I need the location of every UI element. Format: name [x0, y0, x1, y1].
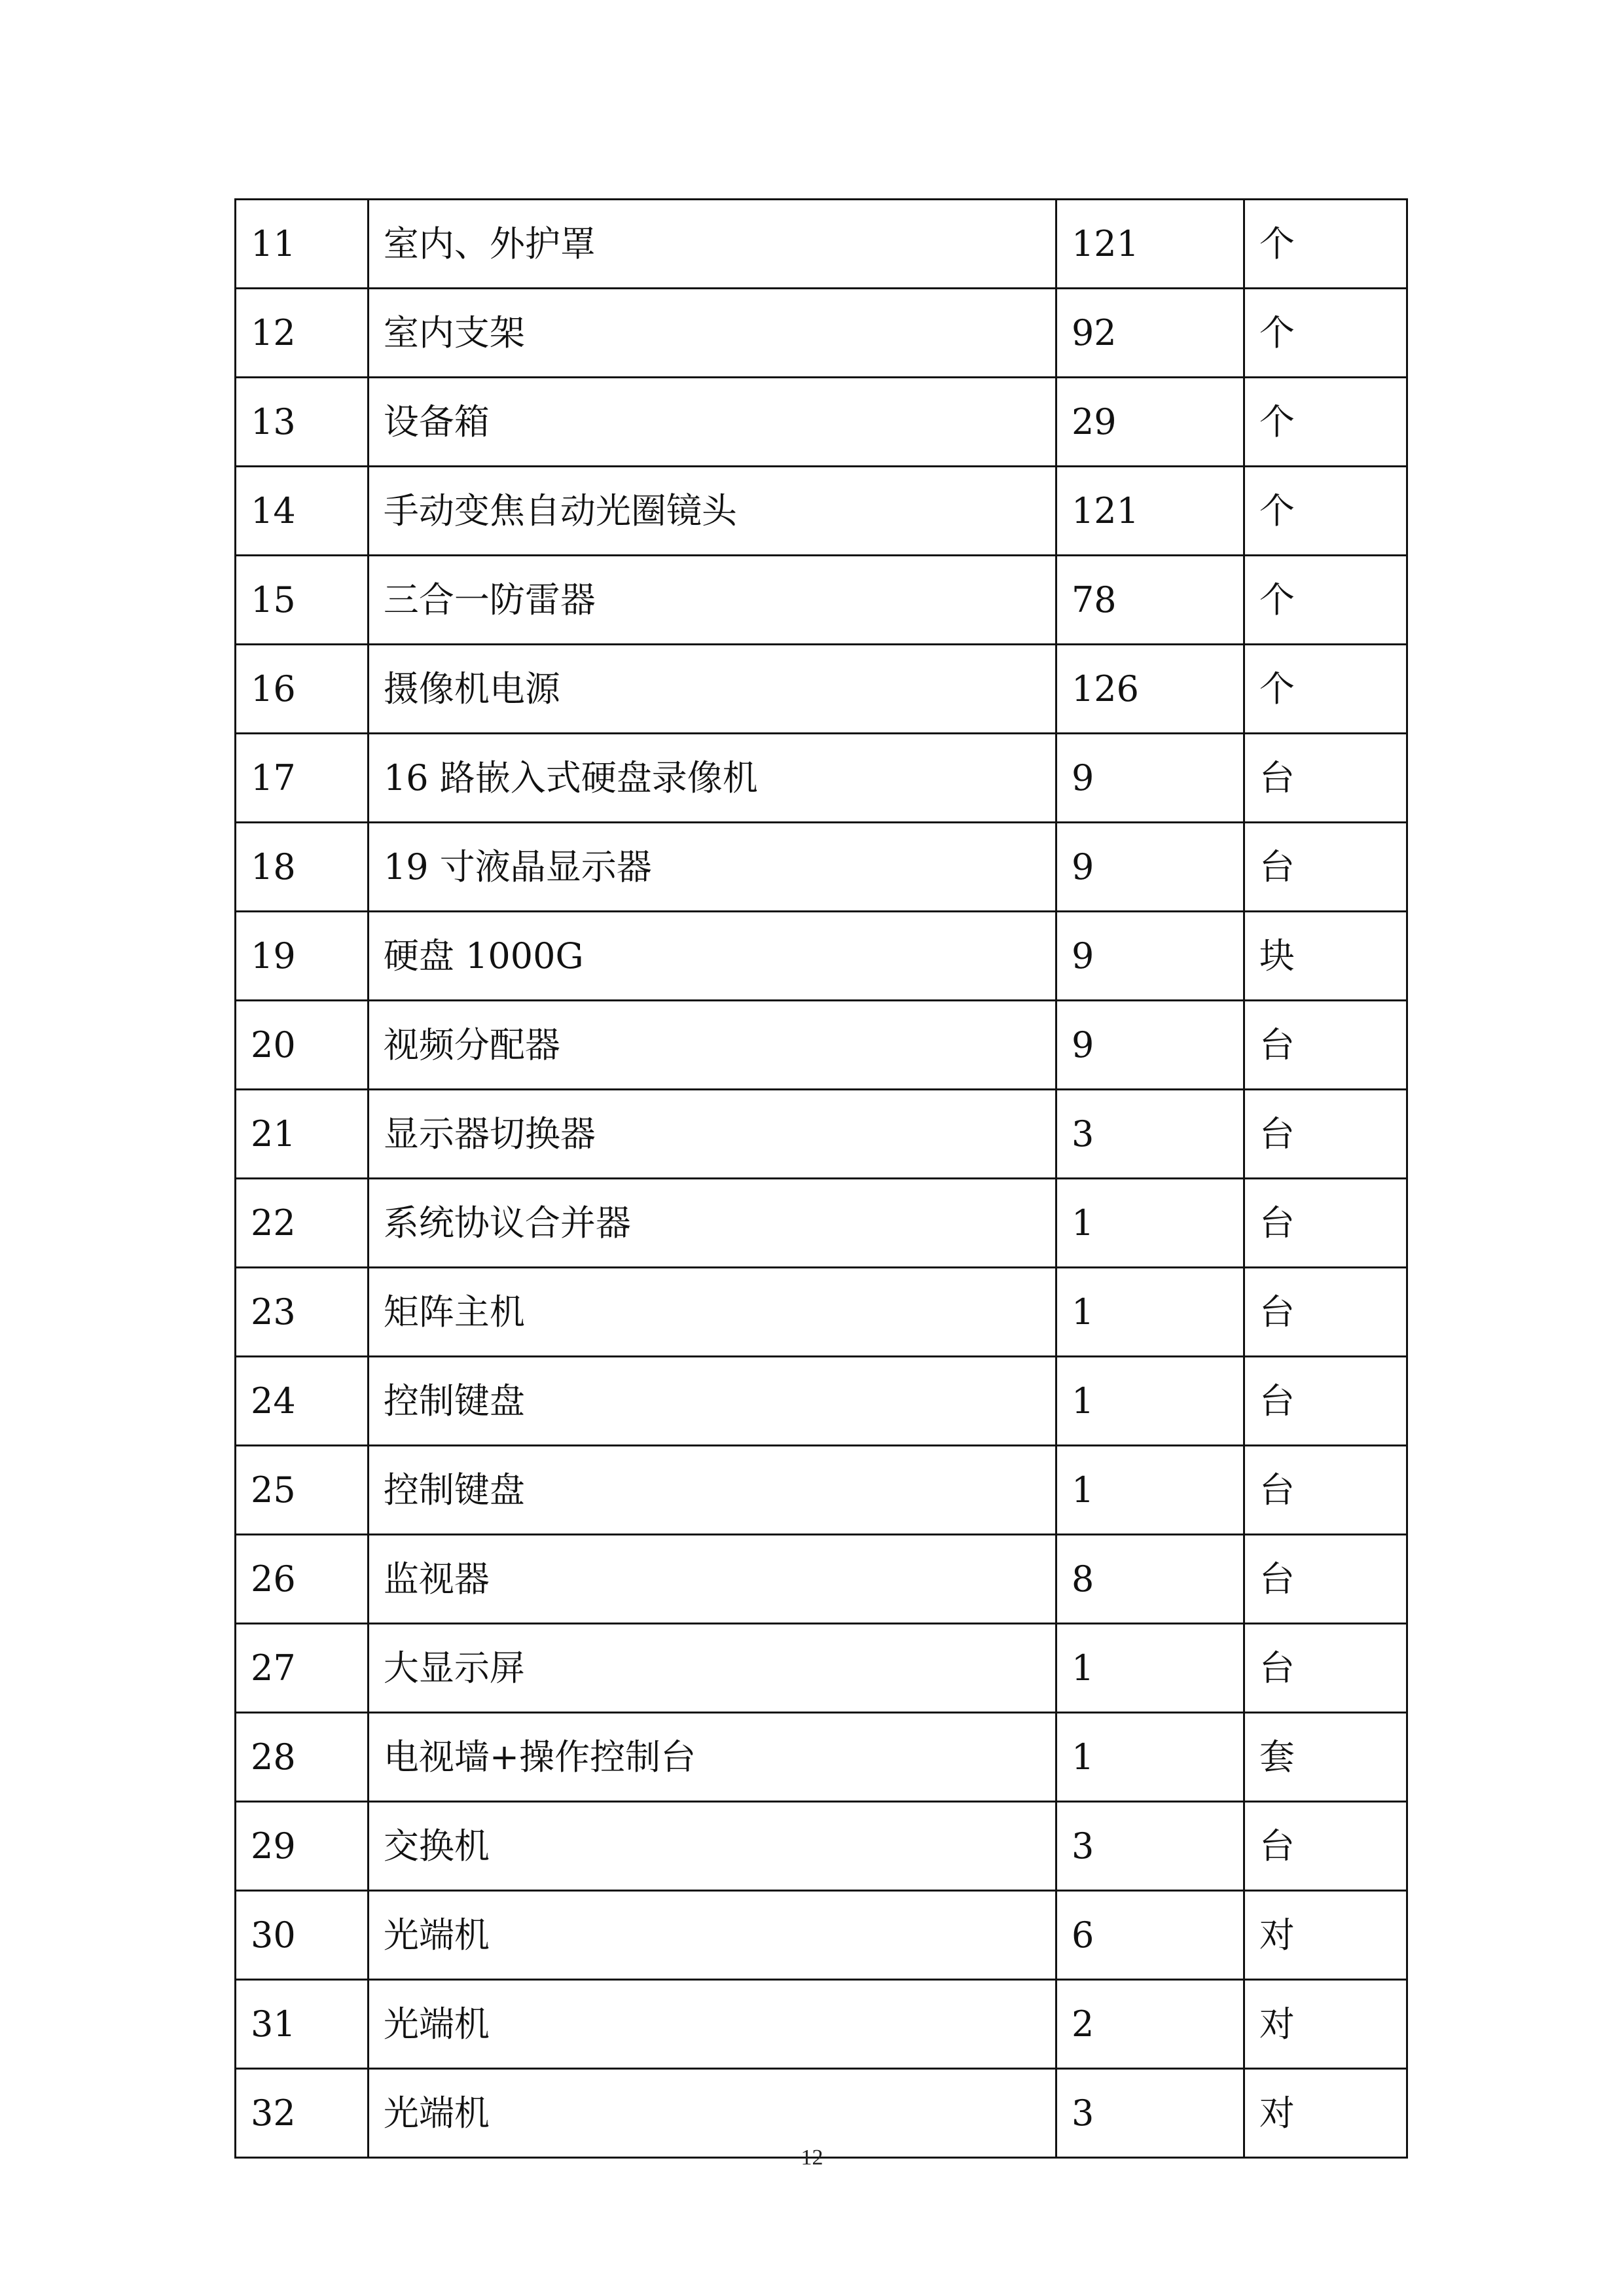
item-name: 显示器切换器 — [368, 1090, 1056, 1179]
table-row — [236, 1535, 1407, 1624]
item-name: 控制键盘 — [368, 1446, 1056, 1535]
row-number: 28 — [236, 1713, 369, 1802]
item-quantity: 9 — [1056, 734, 1244, 823]
item-name: 摄像机电源 — [368, 645, 1056, 734]
item-unit: 台 — [1244, 1357, 1407, 1446]
item-name: 系统协议合并器 — [368, 1179, 1056, 1268]
row-number: 15 — [236, 556, 369, 645]
table-row — [236, 1980, 1407, 2069]
item-name: 视频分配器 — [368, 1001, 1056, 1090]
item-name: 光端机 — [368, 2069, 1056, 2158]
row-number: 23 — [236, 1268, 369, 1357]
table-row — [236, 912, 1407, 1001]
item-quantity: 1 — [1056, 1446, 1244, 1535]
row-number: 27 — [236, 1624, 369, 1713]
item-unit: 个 — [1244, 289, 1407, 378]
item-unit: 个 — [1244, 556, 1407, 645]
table-row — [236, 2069, 1407, 2158]
item-name: 19 寸液晶显示器 — [368, 823, 1056, 912]
table-row — [236, 1446, 1407, 1535]
item-unit: 台 — [1244, 1535, 1407, 1624]
table-row — [236, 1001, 1407, 1090]
row-number: 25 — [236, 1446, 369, 1535]
row-number: 32 — [236, 2069, 369, 2158]
table-row — [236, 823, 1407, 912]
item-quantity: 3 — [1056, 1090, 1244, 1179]
item-name: 设备箱 — [368, 378, 1056, 467]
table-row — [236, 1624, 1407, 1713]
row-number: 13 — [236, 378, 369, 467]
table-row — [236, 467, 1407, 556]
item-unit: 台 — [1244, 1446, 1407, 1535]
item-quantity: 9 — [1056, 1001, 1244, 1090]
table-row — [236, 200, 1407, 289]
item-quantity: 1 — [1056, 1624, 1244, 1713]
table-row — [236, 1891, 1407, 1980]
item-quantity: 78 — [1056, 556, 1244, 645]
item-name: 监视器 — [368, 1535, 1056, 1624]
item-quantity: 1 — [1056, 1268, 1244, 1357]
item-unit: 对 — [1244, 2069, 1407, 2158]
table-row — [236, 645, 1407, 734]
row-number: 18 — [236, 823, 369, 912]
item-unit: 对 — [1244, 1891, 1407, 1980]
item-name: 手动变焦自动光圈镜头 — [368, 467, 1056, 556]
equipment-table-body — [236, 200, 1407, 2158]
item-name: 电视墙+操作控制台 — [368, 1713, 1056, 1802]
row-number: 11 — [236, 200, 369, 289]
item-quantity: 126 — [1056, 645, 1244, 734]
item-unit: 套 — [1244, 1713, 1407, 1802]
item-quantity: 1 — [1056, 1357, 1244, 1446]
row-number: 19 — [236, 912, 369, 1001]
table-row — [236, 1090, 1407, 1179]
item-unit: 台 — [1244, 1802, 1407, 1891]
row-number: 20 — [236, 1001, 369, 1090]
page-number: 12 — [801, 2145, 823, 2170]
item-name: 矩阵主机 — [368, 1268, 1056, 1357]
item-name: 大显示屏 — [368, 1624, 1056, 1713]
row-number: 24 — [236, 1357, 369, 1446]
row-number: 26 — [236, 1535, 369, 1624]
row-number: 21 — [236, 1090, 369, 1179]
item-unit: 台 — [1244, 734, 1407, 823]
item-unit: 台 — [1244, 1624, 1407, 1713]
table-row — [236, 378, 1407, 467]
item-unit: 台 — [1244, 1001, 1407, 1090]
table-row — [236, 1713, 1407, 1802]
item-quantity: 29 — [1056, 378, 1244, 467]
item-quantity: 92 — [1056, 289, 1244, 378]
item-quantity: 1 — [1056, 1713, 1244, 1802]
row-number: 16 — [236, 645, 369, 734]
table-row — [236, 556, 1407, 645]
item-unit: 个 — [1244, 645, 1407, 734]
item-unit: 对 — [1244, 1980, 1407, 2069]
item-quantity: 9 — [1056, 912, 1244, 1001]
row-number: 14 — [236, 467, 369, 556]
item-quantity: 121 — [1056, 467, 1244, 556]
row-number: 12 — [236, 289, 369, 378]
item-name: 硬盘 1000G — [368, 912, 1056, 1001]
table-row — [236, 1357, 1407, 1446]
item-name: 16 路嵌入式硬盘录像机 — [368, 734, 1056, 823]
item-name: 室内支架 — [368, 289, 1056, 378]
row-number: 31 — [236, 1980, 369, 2069]
item-quantity: 6 — [1056, 1891, 1244, 1980]
item-quantity: 9 — [1056, 823, 1244, 912]
item-quantity: 1 — [1056, 1179, 1244, 1268]
item-unit: 台 — [1244, 1090, 1407, 1179]
item-unit: 台 — [1244, 823, 1407, 912]
item-unit: 块 — [1244, 912, 1407, 1001]
row-number: 22 — [236, 1179, 369, 1268]
item-unit: 个 — [1244, 467, 1407, 556]
table-row — [236, 1802, 1407, 1891]
item-name: 光端机 — [368, 1980, 1056, 2069]
item-name: 交换机 — [368, 1802, 1056, 1891]
table-row — [236, 1179, 1407, 1268]
item-name: 光端机 — [368, 1891, 1056, 1980]
item-quantity: 2 — [1056, 1980, 1244, 2069]
item-unit: 台 — [1244, 1179, 1407, 1268]
item-quantity: 3 — [1056, 1802, 1244, 1891]
row-number: 17 — [236, 734, 369, 823]
item-name: 室内、外护罩 — [368, 200, 1056, 289]
item-unit: 个 — [1244, 378, 1407, 467]
item-name: 三合一防雷器 — [368, 556, 1056, 645]
item-quantity: 8 — [1056, 1535, 1244, 1624]
table-row — [236, 289, 1407, 378]
row-number: 30 — [236, 1891, 369, 1980]
item-unit: 台 — [1244, 1268, 1407, 1357]
table-row — [236, 1268, 1407, 1357]
table-row — [236, 734, 1407, 823]
item-name: 控制键盘 — [368, 1357, 1056, 1446]
equipment-table — [234, 198, 1408, 2159]
row-number: 29 — [236, 1802, 369, 1891]
item-unit: 个 — [1244, 200, 1407, 289]
item-quantity: 121 — [1056, 200, 1244, 289]
item-quantity: 3 — [1056, 2069, 1244, 2158]
